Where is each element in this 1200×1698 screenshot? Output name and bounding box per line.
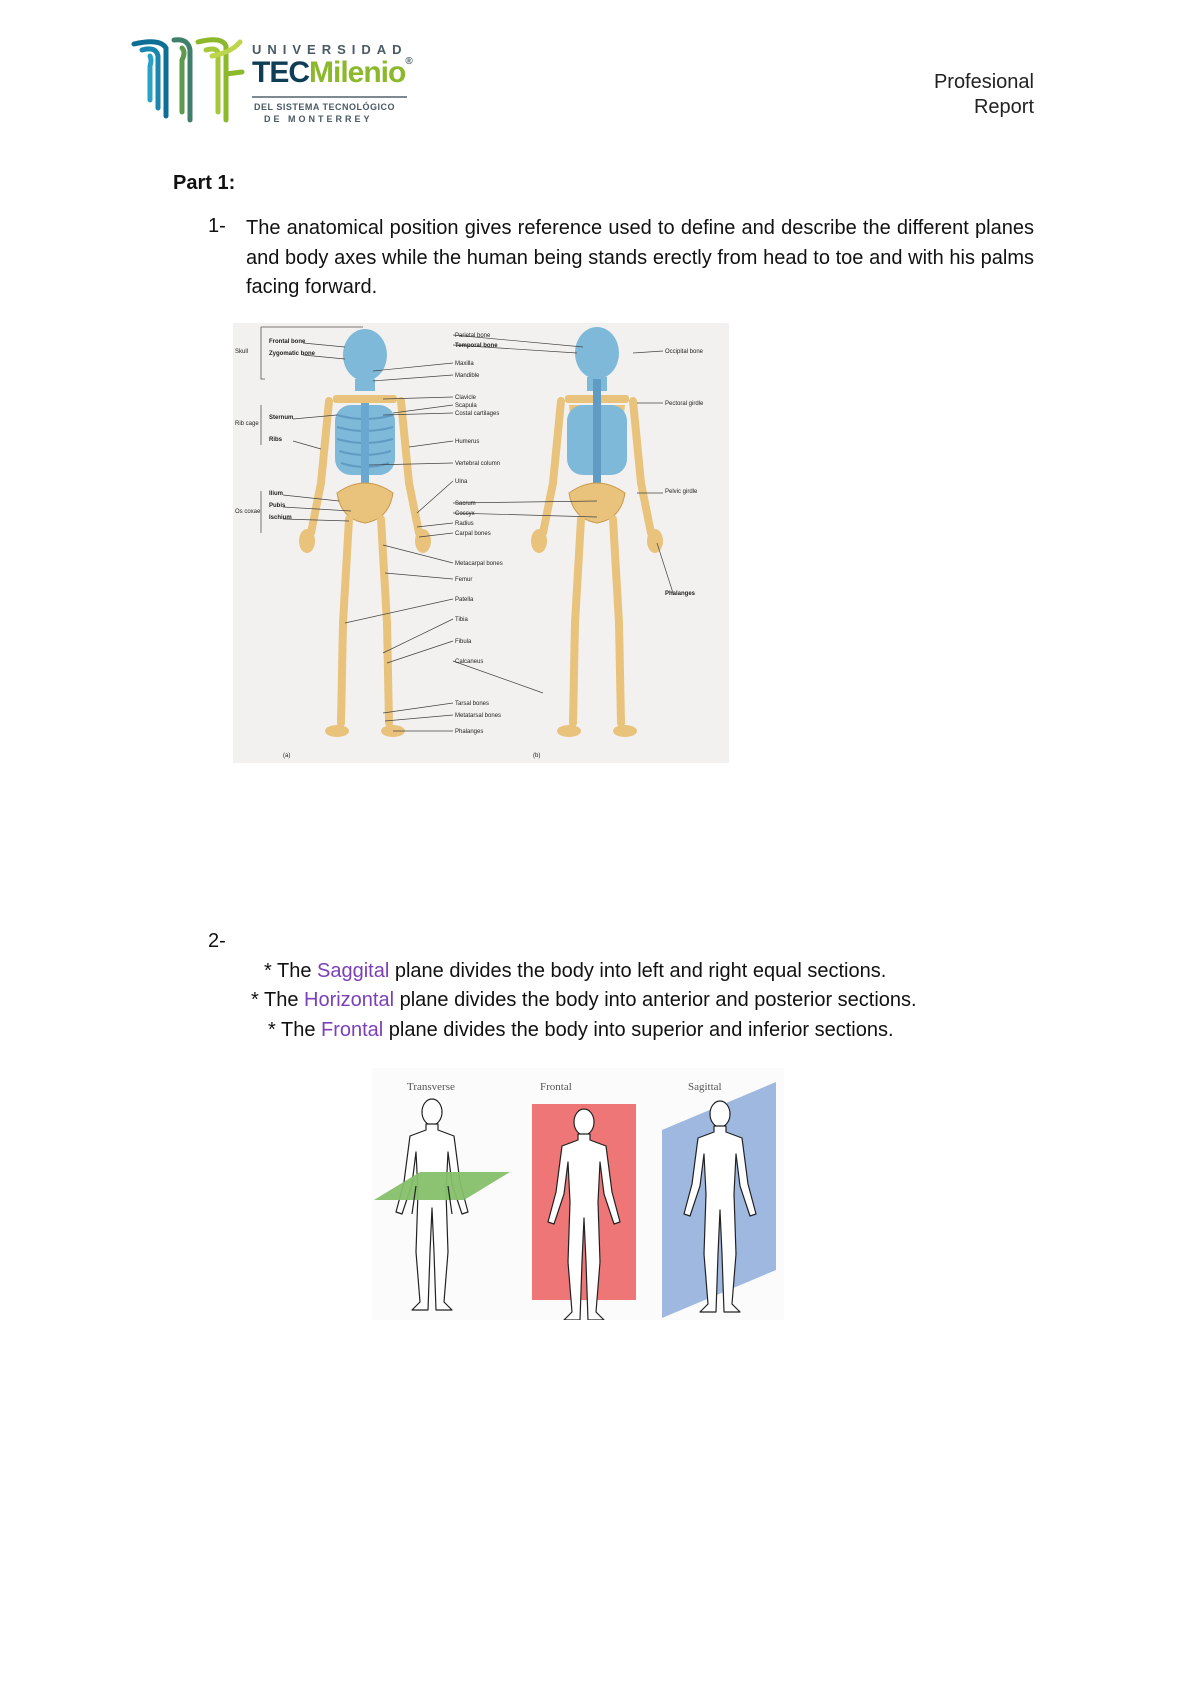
label-transverse: Transverse [407, 1081, 455, 1093]
skeleton-label-center: Vertebral column [455, 461, 501, 467]
skeleton-label-center: Humerus [455, 439, 480, 445]
skeleton-label-center: Tibia [455, 617, 468, 623]
skeleton-label-center: Metacarpal bones [455, 561, 503, 567]
plane-term-horizontal: Horizontal [304, 989, 395, 1011]
plane-description-frontal [268, 1019, 894, 1042]
skeleton-label-center: Calcaneus [455, 659, 484, 665]
body-planes-figure [372, 1068, 784, 1320]
transverse-plane [374, 1172, 510, 1200]
item-1-number: 1- [208, 215, 226, 237]
skeleton-label-center: Metatarsal bones [455, 713, 502, 719]
skeleton-group-label: Skull [235, 349, 249, 355]
skeleton-illustration [233, 323, 729, 763]
skeleton-label-center: Femur [455, 577, 473, 583]
logo-milenio: Milenio [309, 56, 406, 89]
skeleton-label-left: Zygomatic bone [269, 351, 316, 357]
plane-desc-pre: * The [264, 960, 317, 982]
logo-wordmark [252, 56, 412, 90]
body-planes-illustration [372, 1068, 784, 1320]
plane-desc-post: plane divides the body into superior and inferior sections. [383, 1019, 894, 1041]
skeleton-front [299, 329, 431, 737]
skeleton-label-center: Mandible [455, 373, 480, 379]
skeleton-panel-a: (a) [283, 753, 291, 759]
skeleton-label-center: Patella [455, 597, 474, 603]
skeleton-label-left: Ribs [269, 437, 283, 443]
plane-description-horizontal [251, 989, 917, 1012]
skeleton-label-center: Clavicle [455, 395, 477, 401]
skeleton-label-left: Ischium [269, 515, 292, 521]
skeleton-label-center: Maxilla [455, 361, 474, 367]
skeleton-label-center: Sacrum [455, 501, 476, 507]
skeleton-label-center: Coccyx [455, 511, 475, 517]
skeleton-label-center: Carpal bones [455, 531, 491, 537]
sagittal-panel [662, 1081, 776, 1318]
logo-mark-icon [130, 34, 250, 126]
report-header [934, 70, 1034, 120]
skeleton-figure [233, 323, 729, 763]
plane-term-saggital: Saggital [317, 960, 390, 982]
plane-term-frontal: Frontal [321, 1019, 384, 1041]
report-header-line2: Report [973, 96, 1034, 118]
plane-desc-post: plane divides the body into anterior and posterior sections. [394, 989, 917, 1011]
part-title: Part 1: [173, 172, 236, 194]
skeleton-label-right: Pectoral girdle [665, 401, 704, 407]
logo-subtitle-1: DEL SISTEMA TECNOLÓGICO [254, 102, 396, 112]
skeleton-label-left: Sternum [269, 415, 294, 421]
skeleton-label-center: Phalanges [455, 729, 484, 735]
plane-desc-pre: * The [268, 1019, 321, 1041]
skeleton-label-center: Temporal bone [455, 343, 498, 349]
skeleton-panel-b: (b) [533, 753, 541, 759]
item-1-text: The anatomical position gives reference used to define and describe the different planes and body axes while the human being stands erectly from head to toe and with his palms facing forward. [246, 217, 1034, 298]
skeleton-label-center: Parietal bone [455, 333, 491, 339]
plane-desc-pre: * The [251, 989, 304, 1011]
label-sagittal: Sagittal [688, 1081, 722, 1093]
frontal-panel [532, 1081, 636, 1320]
label-frontal: Frontal [540, 1081, 572, 1093]
skeleton-label-center: Tarsal bones [455, 701, 490, 707]
skeleton-label-left: Frontal bone [269, 339, 306, 345]
logo-registered: ® [405, 56, 412, 67]
plane-desc-post: plane divides the body into left and right equal sections. [389, 960, 887, 982]
logo-divider [252, 96, 407, 98]
skeleton-label-right: Phalanges [665, 591, 696, 597]
skeleton-group-label: Rib cage [235, 421, 259, 427]
university-logo [130, 34, 430, 126]
transverse-panel [374, 1081, 510, 1310]
skeleton-label-right: Occipital bone [665, 349, 704, 355]
skeleton-label-right: Pelvic girdle [665, 489, 698, 495]
skeleton-group-label: Os coxae [235, 509, 261, 515]
logo-subtitle-2: DE MONTERREY [264, 114, 373, 124]
item-2-number: 2- [208, 930, 226, 952]
skeleton-back [531, 327, 663, 737]
skeleton-label-center: Radius [455, 521, 474, 527]
logo-universidad: UNIVERSIDAD [252, 42, 408, 57]
skeleton-label-center: Scapula [455, 403, 477, 409]
logo-tec: TEC [252, 56, 309, 89]
skeleton-label-left: Pubis [269, 503, 286, 509]
report-header-line1: Profesional [933, 71, 1034, 93]
plane-description-saggital [264, 960, 886, 983]
skeleton-label-center: Fibula [455, 639, 472, 645]
skeleton-label-center: Costal cartilages [455, 411, 500, 417]
skeleton-label-left: Ilium [269, 491, 284, 497]
skeleton-label-center: Ulna [455, 479, 468, 485]
